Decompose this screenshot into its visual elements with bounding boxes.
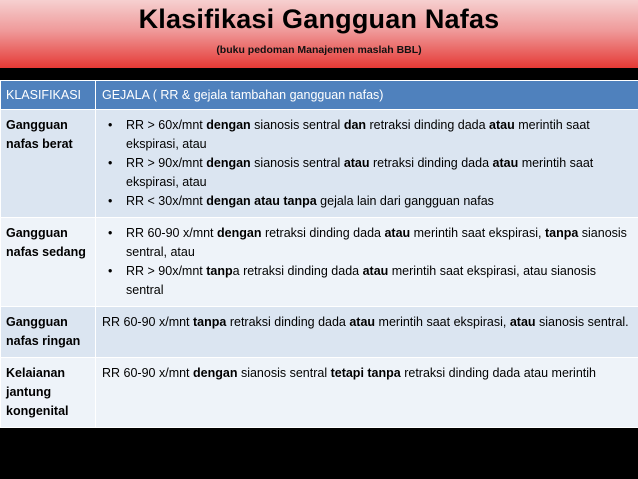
text-run: merintih saat ekspirasi,: [410, 226, 545, 240]
emphasis-text: tanp: [206, 264, 233, 278]
text-run: sianosis sentral: [237, 366, 331, 380]
emphasis-text: tetapi tanpa: [330, 366, 401, 380]
row-symptoms: [96, 110, 638, 218]
row-label: Gangguan nafas berat: [1, 110, 96, 218]
title-banner: [0, 0, 638, 69]
symptom-bullet: [126, 154, 632, 192]
text-run: merintih saat ekspirasi, atau: [126, 118, 590, 151]
table-row: [1, 110, 638, 218]
emphasis-text: dengan: [206, 156, 251, 170]
text-run: merintih saat ekspirasi,: [375, 315, 510, 329]
table-row: [1, 358, 638, 428]
emphasis-text: atau: [489, 118, 515, 132]
symptom-text: [102, 364, 632, 383]
text-run: retraksi dinding dada: [226, 315, 350, 329]
emphasis-text: dengan atau tanpa: [206, 194, 317, 208]
text-run: a retraksi dinding dada: [232, 264, 363, 278]
text-run: retraksi dinding dada: [369, 156, 493, 170]
emphasis-text: atau: [509, 315, 536, 329]
text-run: sianosis sentral: [250, 118, 344, 132]
text-run: sianosis sentral, atau: [126, 226, 627, 259]
text-run: sianosis sentral: [250, 156, 344, 170]
slide-subtitle: (buku pedoman Manajemen maslah BBL): [216, 44, 422, 56]
emphasis-text: tanpa: [193, 315, 227, 329]
symptom-list: [102, 116, 632, 211]
symptom-bullet: [126, 192, 632, 211]
row-symptoms: [96, 358, 638, 428]
text-run: RR > 60x/mnt: [126, 118, 207, 132]
table-row: [1, 307, 638, 358]
table-row: [1, 218, 638, 307]
row-label: Gangguan nafas sedang: [1, 218, 96, 307]
emphasis-text: atau: [343, 156, 370, 170]
symptom-bullet: [126, 262, 632, 300]
header-klasifikasi: KLASIFIKASI: [1, 81, 96, 110]
text-run: RR 60-90 x/mnt: [102, 366, 194, 380]
emphasis-text: dan: [343, 118, 367, 132]
text-run: RR 60-90 x/mnt: [102, 315, 194, 329]
emphasis-text: atau: [492, 156, 519, 170]
slide-title: Klasifikasi Gangguan Nafas: [138, 4, 500, 34]
emphasis-text: atau: [384, 226, 411, 240]
table-header-row: [1, 81, 638, 110]
text-run: retraksi dinding dada: [261, 226, 385, 240]
symptom-bullet: [126, 224, 632, 262]
emphasis-text: atau: [349, 315, 376, 329]
text-run: retraksi dinding dada atau merintih: [400, 366, 596, 380]
symptom-text: [102, 313, 632, 332]
text-run: sianosis sentral.: [535, 315, 629, 329]
text-run: merintih saat ekspirasi, atau: [126, 156, 594, 189]
symptom-bullet: [126, 116, 632, 154]
emphasis-text: dengan: [193, 366, 238, 380]
row-label: Gangguan nafas ringan: [1, 307, 96, 358]
symptom-list: [102, 224, 632, 300]
header-gejala: GEJALA ( RR & gejala tambahan gangguan nafas): [96, 81, 638, 110]
row-symptoms: [96, 218, 638, 307]
text-run: RR > 90x/mnt: [126, 264, 207, 278]
text-run: RR > 90x/mnt: [126, 156, 207, 170]
text-run: gejala lain dari gangguan nafas: [316, 194, 494, 208]
text-run: RR 60-90 x/mnt: [126, 226, 218, 240]
emphasis-text: atau: [362, 264, 389, 278]
text-run: merintih saat ekspirasi, atau sianosis sentral: [126, 264, 597, 297]
classification-table: [0, 80, 638, 428]
emphasis-text: dengan: [206, 118, 251, 132]
row-symptoms: [96, 307, 638, 358]
text-run: retraksi dinding dada: [366, 118, 490, 132]
text-run: RR < 30x/mnt: [126, 194, 207, 208]
divider-band: [0, 68, 638, 80]
emphasis-text: dengan: [217, 226, 262, 240]
row-label: Kelaianan jantung kongenital: [1, 358, 96, 428]
emphasis-text: tanpa: [544, 226, 579, 240]
